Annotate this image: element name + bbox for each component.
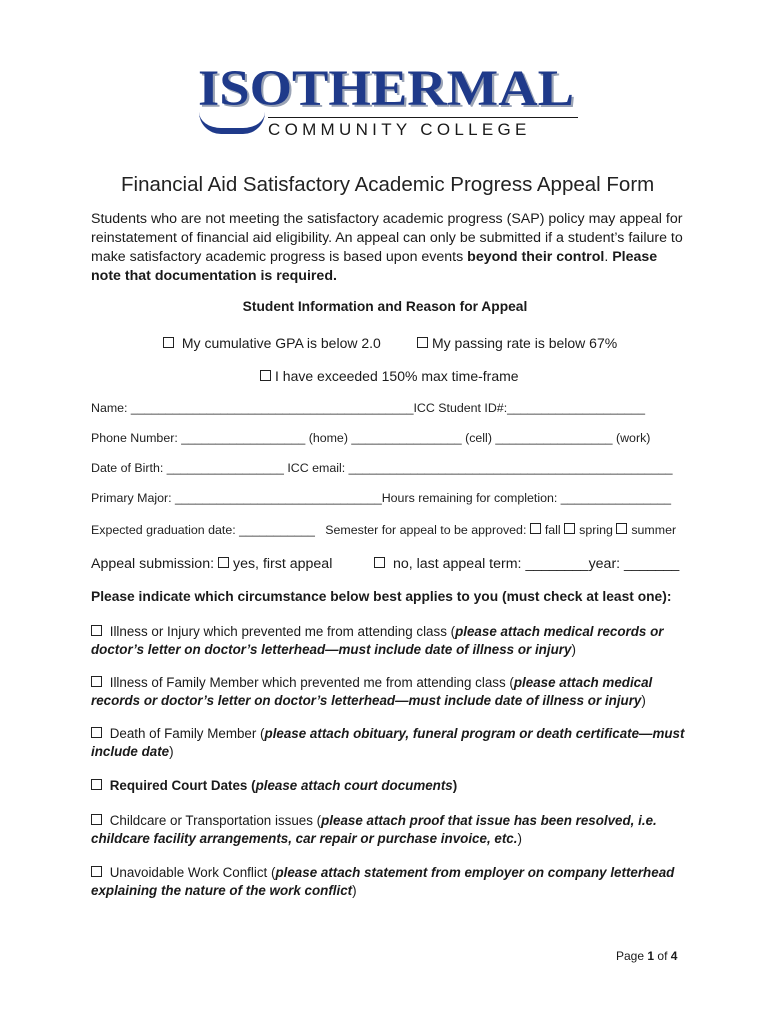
circumstance-note: please attach obituary, funeral program or death certificate—must include date (91, 726, 685, 759)
page-total: 4 (670, 949, 678, 963)
reason-gpa[interactable] (163, 335, 381, 351)
checkbox-icon[interactable] (260, 370, 271, 381)
appeal-label: Appeal submission: (91, 556, 215, 572)
circumstance-item[interactable] (91, 725, 691, 761)
circumstance-note: please attach medical records or doctor’s letter on doctor’s letterhead—must include date of illness or injury (91, 675, 653, 708)
intro-bold-note: Please note that documentation is required. (91, 249, 658, 284)
circumstance-end: ) (452, 778, 458, 793)
intro-text-sep: . (604, 249, 613, 265)
circumstance-note: please attach statement from employer on company letterhead explaining the nature of the work conflict (91, 865, 675, 898)
graduation-field[interactable]: Expected graduation date: ___________ (91, 523, 315, 537)
circumstance-note: please attach medical records or doctor’s letter on doctor’s letterhead—must include date of illness or injury (91, 624, 664, 657)
form-title: Financial Aid Satisfactory Academic Progress Appeal Form (121, 173, 655, 196)
logo-swash (199, 112, 265, 134)
page-word: Page (616, 949, 645, 963)
appeal-last[interactable] (374, 556, 679, 572)
reason-timeframe[interactable] (260, 368, 519, 384)
circumstance-item[interactable] (91, 812, 691, 848)
circumstance-item[interactable] (91, 674, 691, 710)
checkbox-icon[interactable] (530, 523, 541, 534)
circumstance-text: Illness of Family Member which prevented me from attending class ( (109, 675, 514, 690)
page-of-word: of (657, 949, 668, 963)
circumstance-heading: Please indicate which circumstance below best applies to you (must check at least one): (91, 589, 672, 604)
dob-email-field[interactable]: Date of Birth: _________________ ICC email: _______________________________________________ (91, 461, 673, 475)
checkbox-icon[interactable] (218, 557, 229, 568)
graduation-semester-field[interactable] (91, 523, 676, 537)
appeal-first-option: yes, first appeal (232, 556, 333, 572)
reason-passing-label: My passing rate is below 67% (432, 335, 618, 351)
section-heading: Student Information and Reason for Appeal (242, 299, 528, 314)
circumstance-text: Illness or Injury which prevented me from attending class ( (109, 624, 456, 639)
page-current: 1 (647, 949, 655, 963)
semester-spring: spring (579, 523, 613, 537)
major-hours-field[interactable]: Primary Major: ______________________________Hours remaining for completion: ________________ (91, 491, 672, 505)
circumstance-text: Unavoidable Work Conflict ( (109, 865, 276, 880)
logo-subtitle: COMMUNITY COLLEGE (268, 120, 531, 139)
circumstance-end: ) (571, 642, 576, 657)
circumstance-end: ) (352, 883, 357, 898)
circumstance-item[interactable] (91, 623, 691, 659)
page-number (616, 949, 677, 963)
intro-bold-control: beyond their control (467, 249, 605, 265)
logo-divider (268, 117, 578, 118)
circumstance-end: ) (641, 693, 646, 708)
circumstance-note: please attach court documents (255, 778, 453, 793)
reason-timeframe-label: I have exceeded 150% max time-frame (275, 368, 519, 384)
phone-field[interactable]: Phone Number: __________________ (home) ________________ (cell) _________________ (work) (91, 431, 651, 445)
semester-fall: fall (544, 523, 561, 537)
intro-text: Students who are not meeting the satisfactory academic progress (SAP) policy may appeal for reinstatement of financial aid eligibility. An appeal can only be submitted if a student’s failure to make satisfactory academic progress is based upon events (91, 211, 683, 265)
checkbox-icon[interactable] (91, 814, 102, 825)
intro-paragraph (91, 210, 691, 286)
circumstance-text: Required Court Dates ( (109, 778, 256, 793)
checkbox-icon[interactable] (374, 557, 385, 568)
checkbox-icon[interactable] (91, 866, 102, 877)
checkbox-icon[interactable] (616, 523, 627, 534)
circumstance-end: ) (517, 831, 522, 846)
checkbox-icon[interactable] (91, 727, 102, 738)
checkbox-icon[interactable] (417, 337, 428, 348)
circumstance-item[interactable] (91, 864, 691, 900)
circumstance-note: please attach proof that issue has been resolved, i.e. childcare facility arrangements, car repair or purchase invoice, etc. (91, 813, 657, 846)
circumstance-text: Death of Family Member ( (109, 726, 265, 741)
checkbox-icon[interactable] (163, 337, 174, 348)
circumstance-text: Childcare or Transportation issues ( (109, 813, 322, 828)
appeal-submission[interactable] (91, 556, 332, 572)
reason-passing[interactable] (417, 335, 617, 351)
circumstance-end: ) (169, 744, 174, 759)
appeal-last-option: no, last appeal term: ________year: _______ (392, 556, 680, 572)
checkbox-icon[interactable] (91, 676, 102, 687)
checkbox-icon[interactable] (91, 779, 102, 790)
semester-summer: summer (631, 523, 677, 537)
semester-label: Semester for appeal to be approved: (325, 523, 527, 537)
reason-gpa-label: My cumulative GPA is below 2.0 (181, 335, 381, 351)
checkbox-icon[interactable] (564, 523, 575, 534)
checkbox-icon[interactable] (91, 625, 102, 636)
name-field[interactable]: Name: _________________________________________ICC Student ID#:____________________ (91, 401, 645, 415)
college-logo: ISOTHERMAL (198, 61, 575, 117)
circumstance-item[interactable] (91, 777, 691, 795)
